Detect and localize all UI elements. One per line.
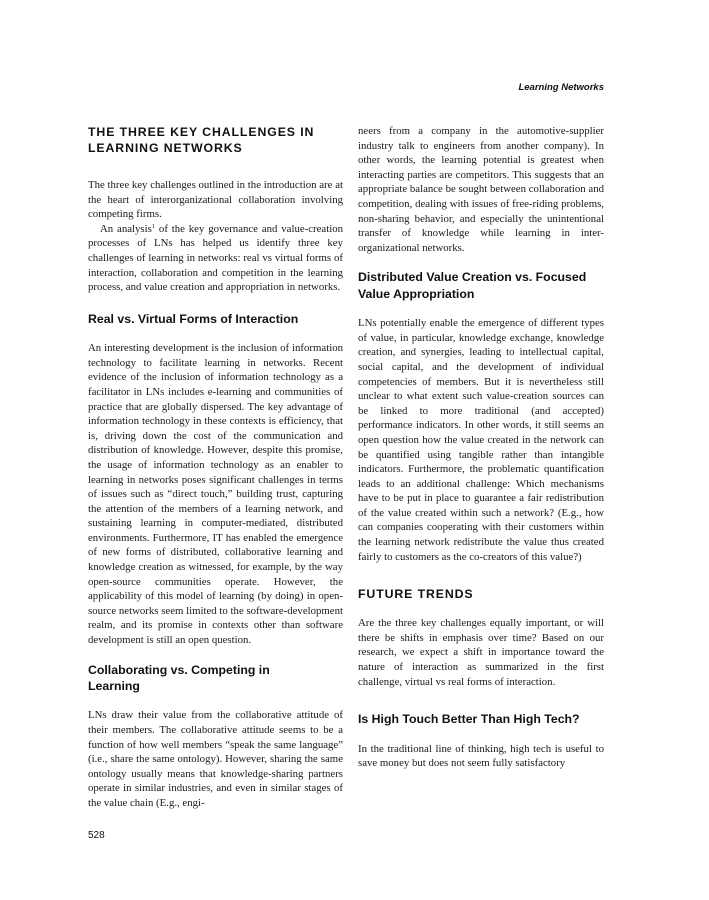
- distributed-paragraph: LNs potentially enable the emergence of different types of value, in particular, knowledge exchange, knowledge creation, and synergies, leading to intellectual capital, social capital, and the development of individual competencies of members. But it is nevertheless still unclear to what extent such value-creation sources can be linked to more traditional (and accepted) performance indicators. In other words, it still seems an open question how the value created in the network can be quantified using tangible rather than intangible indicators. Furthermore, the problematic quantification leads to an additional challenge: Which mechanisms have to be put in place to guarantee a fair redistribution of the value created within such a network? (E.g., how can companies cooperating with their customers within the learning network redistribute the value thus created fairly to customers as the co-creators of this value?): [358, 317, 604, 563]
- page-number: 528: [88, 830, 105, 841]
- subheading-collaborating: Collaborating vs. Competing in Learning: [88, 662, 270, 694]
- continued-paragraph: neers from a company in the automotive-supplier industry talk to engineers from another company). In other words, the learning potential is greatest when interacting parties are competitors. This suggests that an appropriate balance be sought between collaboration and competition, dealing with issues of free-riding problems, non-sharing behavior, and especially the unintentional transfer of knowledge while learning in inter-organizational networks.: [358, 125, 604, 254]
- analysis-rest: of the key governance and value-creation processes of LNs has helped us identify three key challenges of learning in networks: real vs virtual forms of interaction, collaboration and competition in the learning process, and value creation and appropriation in networks.: [88, 222, 343, 294]
- high-touch-paragraph: In the traditional line of thinking, high tech is useful to save money but does not seem fully satisfactory: [358, 742, 604, 770]
- left-column: [88, 124, 343, 811]
- running-header: Learning Networks: [518, 82, 604, 93]
- analysis-paragraph: [88, 222, 343, 295]
- section-heading-future-trends: FUTURE TRENDS: [358, 587, 474, 602]
- analysis-lead: An analysis: [100, 222, 152, 235]
- collaborating-paragraph: LNs draw their value from the collaborative attitude of their members. The collaborative attitude seems to be a function of how well members “speak the same language” (i.e., share the same ontology). However, sharing the same ontology usually means that knowledge-sharing partners operate in similar industries, and even in similar stages of the value chain (E.g., engi-: [88, 709, 343, 809]
- future-paragraph: Are the three key challenges equally important, or will there be shifts in emphasis over time? Based on our research, we expect a shift in importance toward the nature of interaction as summarized in the first challenge, virtual vs real forms of interaction.: [358, 617, 604, 688]
- real-virtual-paragraph: An interesting development is the inclusion of information technology to facilitate learning in networks. Recent evidence of the inclusion of information technology as a facilitator in LNs includes e-learning and communities of practice that are globally dispersed. The key advantage of information technology in these contexts is efficiency, that is, driving down the cost of the communication and distribution of knowledge. However, despite this promise, the usage of information technology as an enabler to learning in networks poses significant challenges in terms of issues such as “direct touch,” building trust, capturing the attention of the members of a learning network, and sustaining learning in computer-mediated, distributed environments. Furthermore, IT has enabled the emergence of new forms of distributed, collaborative learning and knowledge creation as witnessed, for example, by the way open-source communities operate. However, the applicability of this model of learning (by doing) in open-source networks seem limited to the software-development realm, and its promise in contexts other than software development is still an open question.: [88, 342, 343, 647]
- subheading-distributed-value: Distributed Value Creation vs. Focused Value Appropriation: [358, 270, 587, 301]
- footnote-marker: 1: [151, 222, 156, 230]
- right-column: [358, 124, 604, 771]
- intro-paragraph: The three key challenges outlined in the introduction are at the heart of interorganizational collaboration involving competing firms.: [88, 179, 343, 221]
- section-heading-challenges: THE THREE KEY CHALLENGES IN LEARNING NETWORKS: [88, 125, 315, 155]
- subheading-high-touch: Is High Touch Better Than High Tech?: [358, 712, 580, 727]
- subheading-real-virtual: Real vs. Virtual Forms of Interaction: [88, 311, 299, 326]
